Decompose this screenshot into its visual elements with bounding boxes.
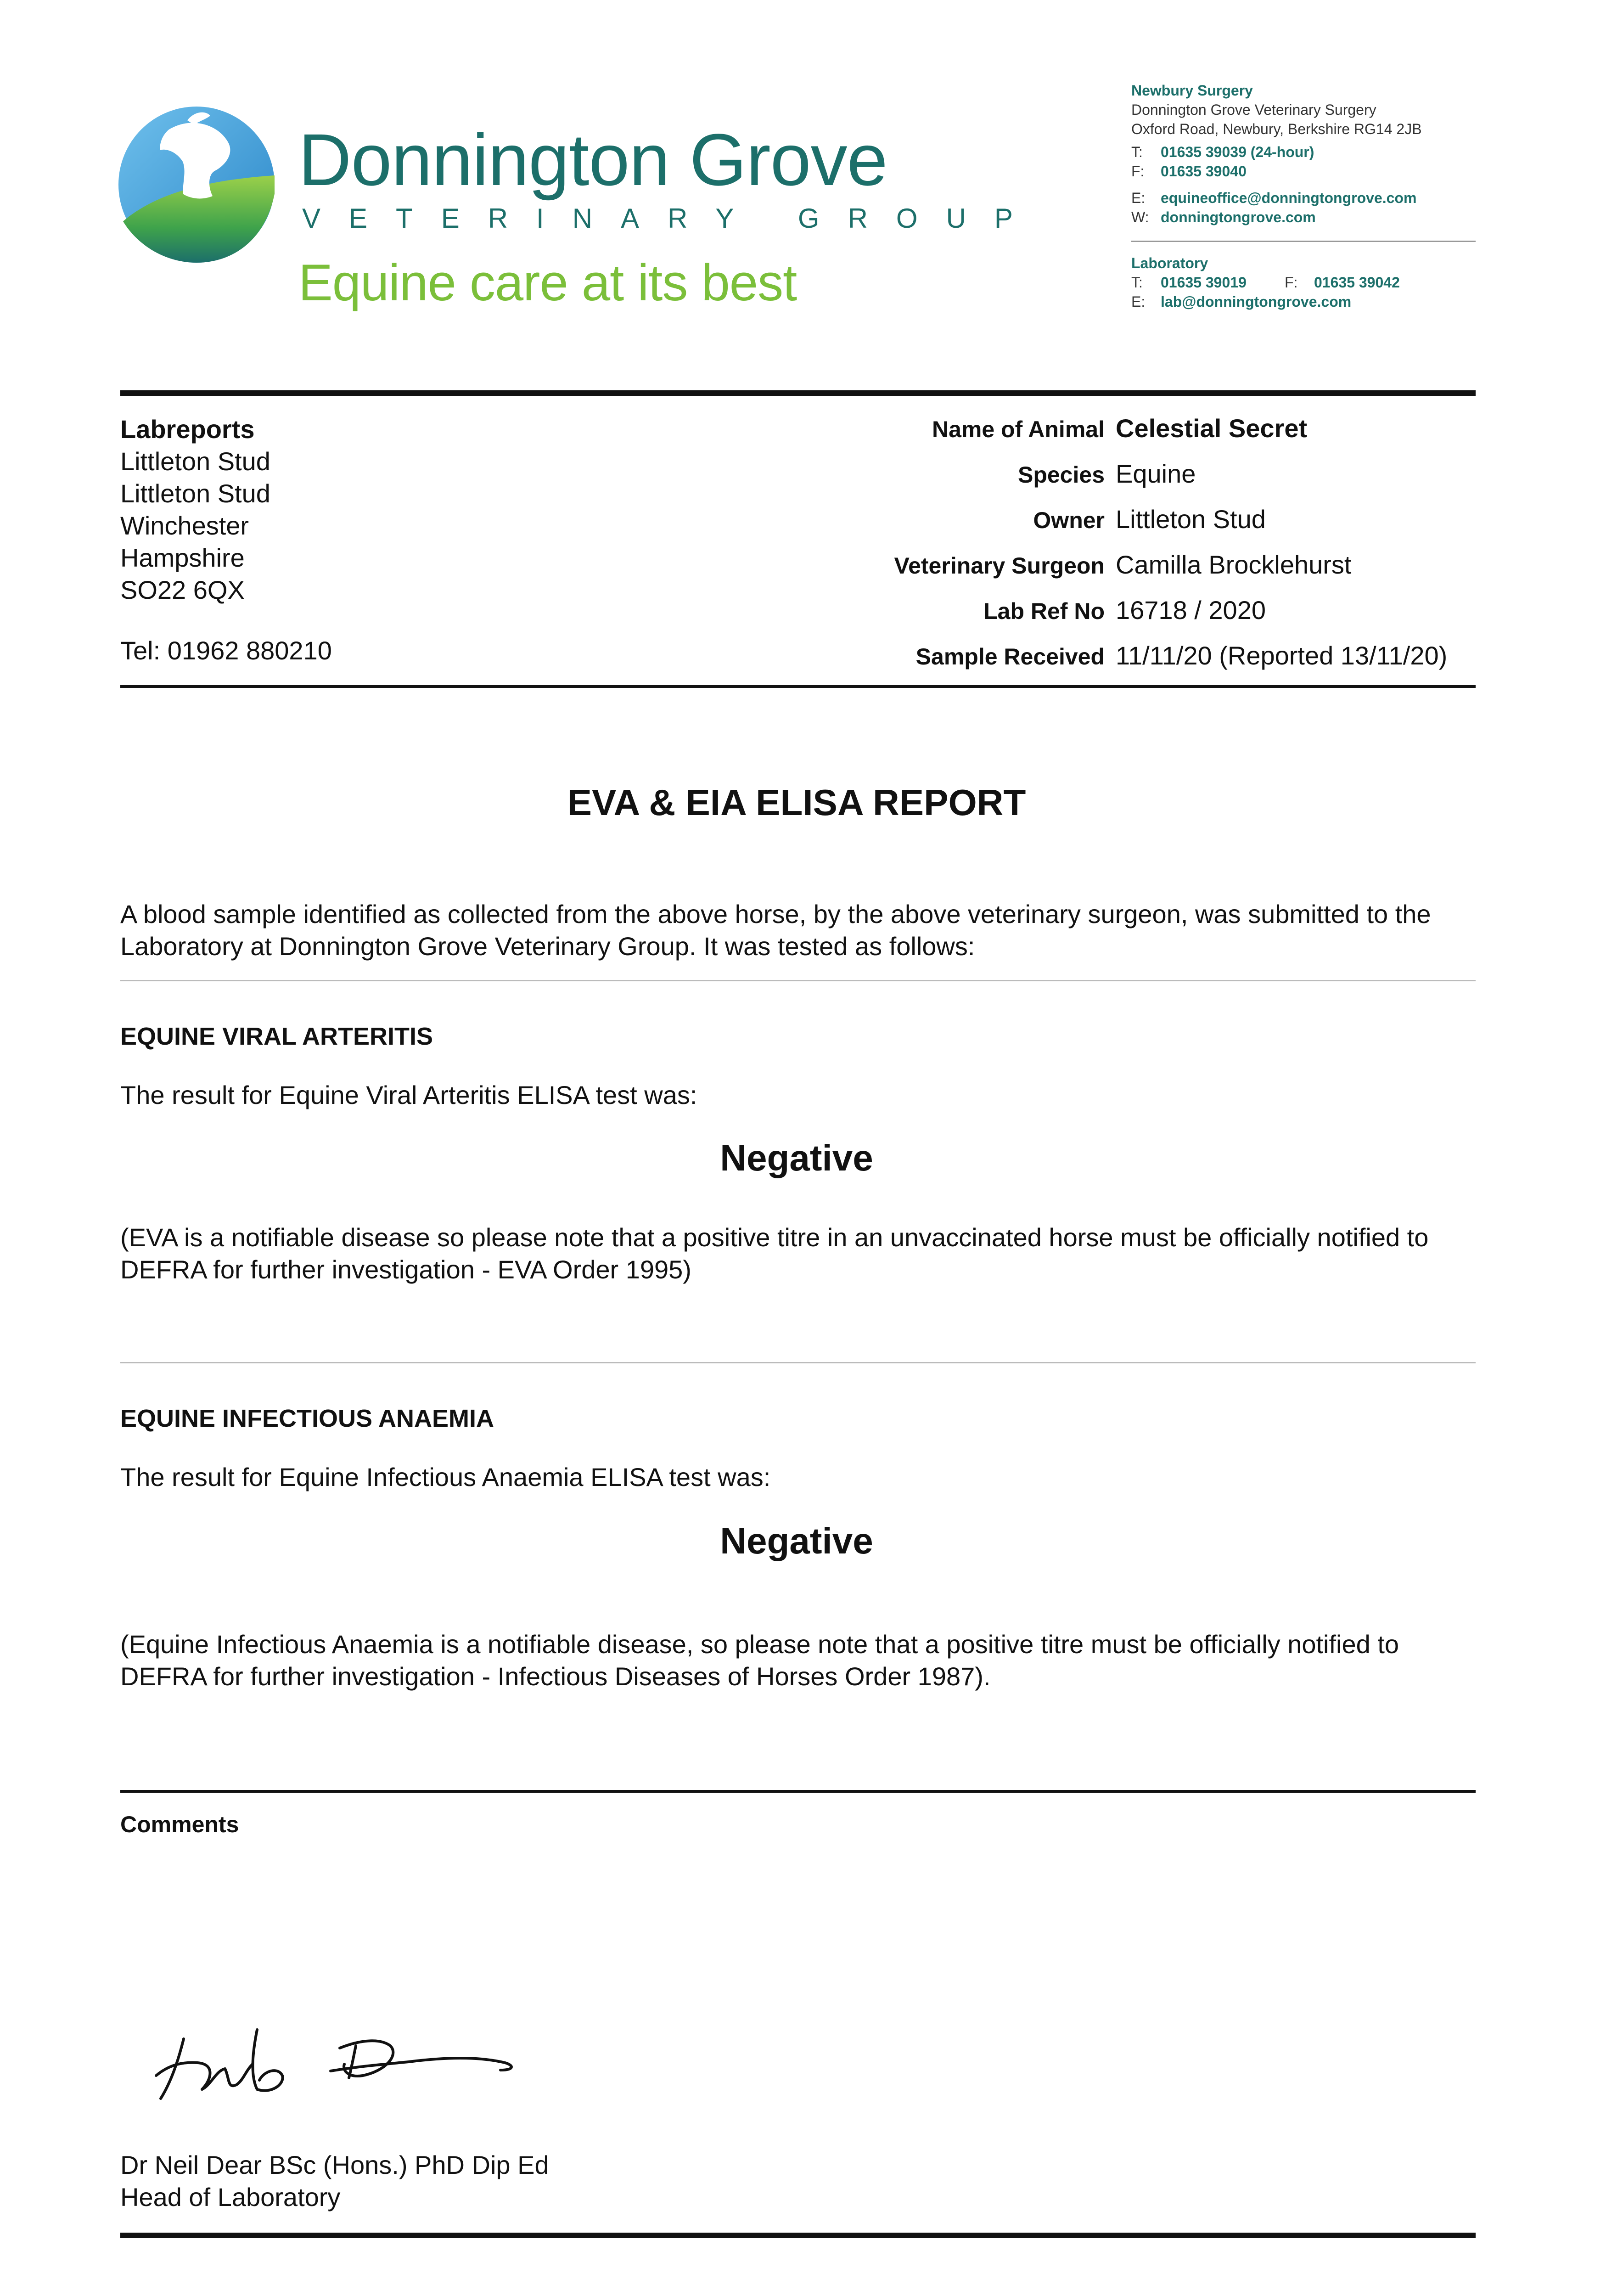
signatory-name: Dr Neil Dear BSc (Hons.) PhD Dip Ed: [120, 2150, 549, 2179]
surgery-contact: [1131, 81, 1422, 227]
lab-email-link[interactable]: lab@donningtongrove.com: [1161, 293, 1352, 310]
address-line: Hampshire: [120, 543, 245, 572]
lab-email-label: E:: [1131, 293, 1146, 310]
address-line: SO22 6QX: [120, 575, 245, 604]
surgery-title: Newbury Surgery: [1131, 82, 1253, 99]
header-rule: [120, 390, 1476, 396]
detail-row: [781, 413, 1488, 459]
surgery-line2: Oxford Road, Newbury, Berkshire RG14 2JB: [1131, 121, 1422, 137]
detail-value: Littleton Stud: [1116, 505, 1266, 534]
detail-value: Equine: [1116, 459, 1196, 488]
detail-label: Lab Ref No: [983, 598, 1105, 624]
horse-head-logo-icon: [114, 102, 279, 267]
footer-rule: [120, 2233, 1476, 2238]
eva-heading: EQUINE VIRAL ARTERITIS: [120, 1023, 433, 1050]
address-line: Littleton Stud: [120, 479, 270, 508]
report-intro: A blood sample identified as collected from the above horse, by the above veterinary surgeon, was submitted to the Laboratory at Donnington Grove Veterinary Group. It was tested as follows:: [120, 900, 1431, 961]
detail-value: Camilla Brocklehurst: [1116, 550, 1352, 579]
eva-result: Negative: [720, 1137, 873, 1178]
detail-row: [781, 504, 1488, 550]
brand-name: Donnington Grove: [298, 118, 887, 201]
recipient-address: [120, 413, 270, 606]
animal-name: Celestial Secret: [1116, 414, 1308, 443]
detail-label: Name of Animal: [932, 416, 1105, 442]
animal-details: [781, 413, 1488, 686]
detail-label: Species: [1017, 462, 1105, 488]
lab-fax-value: 01635 39042: [1314, 274, 1400, 291]
email-link[interactable]: equineoffice@donningtongrove.com: [1161, 190, 1417, 206]
fax-label: F:: [1131, 163, 1145, 180]
brand-tagline: Equine care at its best: [298, 254, 797, 311]
details-rule: [120, 685, 1476, 688]
section-divider: [120, 1362, 1476, 1363]
contact-divider: [1131, 241, 1476, 242]
section-divider: [120, 980, 1476, 981]
comments-rule: [120, 1790, 1476, 1793]
signatory: [120, 2149, 549, 2213]
detail-label: Owner: [1033, 507, 1105, 533]
comments-label: Comments: [120, 1812, 239, 1837]
detail-row: [781, 459, 1488, 504]
lab-contact: [1131, 253, 1400, 311]
lab-phone-label: T:: [1131, 274, 1143, 291]
web-label: W:: [1131, 209, 1149, 225]
detail-value: 16718 / 2020: [1116, 596, 1266, 625]
recipient-tel: Tel: 01962 880210: [120, 636, 332, 665]
detail-row: [781, 550, 1488, 595]
eia-note: (Equine Infectious Anaemia is a notifiable disease, so please note that a positive titre must be officially notified to DEFRA for further investigation - Infectious Diseases of Horses Order 1987).: [120, 1630, 1399, 1691]
surgery-line1: Donnington Grove Veterinary Surgery: [1131, 101, 1376, 118]
detail-value: 11/11/20 (Reported 13/11/20): [1116, 641, 1448, 670]
lab-phone-value: 01635 39019: [1161, 274, 1247, 291]
phone-value: 01635 39039 (24-hour): [1161, 144, 1314, 160]
lab-title: Laboratory: [1131, 255, 1208, 271]
address-line: Littleton Stud: [120, 447, 270, 476]
eia-result: Negative: [720, 1520, 873, 1561]
eva-note: (EVA is a notifiable disease so please note that a positive titre in an unvaccinated horse must be officially notified to DEFRA for further investigation - EVA Order 1995): [120, 1223, 1429, 1284]
address-line: Winchester: [120, 511, 249, 540]
brand-subtitle: VETERINARY GROUP: [302, 203, 1041, 234]
detail-row: [781, 641, 1488, 686]
phone-label: T:: [1131, 144, 1143, 160]
report-title: EVA & EIA ELISA REPORT: [567, 782, 1026, 823]
recipient-name: Labreports: [120, 415, 255, 444]
eia-heading: EQUINE INFECTIOUS ANAEMIA: [120, 1405, 494, 1432]
detail-row: [781, 595, 1488, 641]
eva-lead: The result for Equine Viral Arteritis ELISA test was:: [120, 1080, 697, 1109]
lab-fax-label: F:: [1285, 274, 1298, 291]
web-link[interactable]: donningtongrove.com: [1161, 209, 1316, 225]
eia-lead: The result for Equine Infectious Anaemia ELISA test was:: [120, 1463, 771, 1491]
signatory-role: Head of Laboratory: [120, 2183, 341, 2212]
detail-label: Veterinary Surgeon: [894, 553, 1105, 579]
detail-label: Sample Received: [915, 644, 1105, 670]
email-label: E:: [1131, 190, 1146, 206]
signature: [147, 2020, 560, 2112]
fax-value: 01635 39040: [1161, 163, 1247, 180]
